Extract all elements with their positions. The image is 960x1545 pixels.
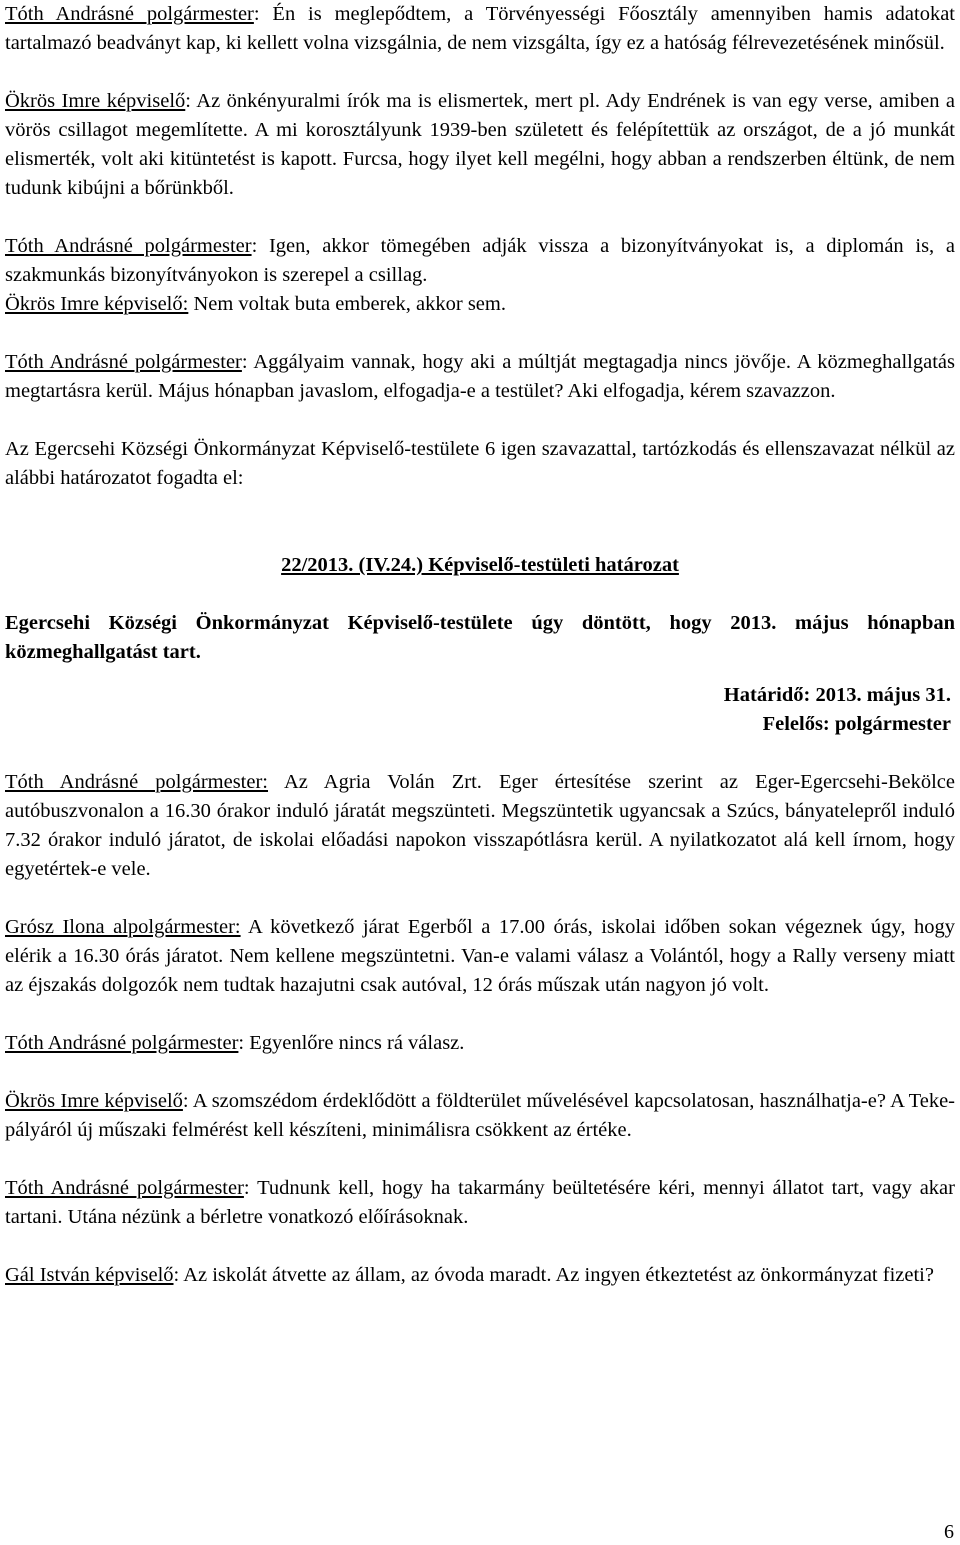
paragraph-6: Az Egercsehi Községi Önkormányzat Képviselő-testülete 6 igen szavazattal, tartózkodás és ellenszavazat nélkül az alábbi határozatot fogadta el:: [5, 438, 955, 489]
speaker-name: Tóth Andrásné polgármester:: [5, 771, 269, 793]
speaker-name: Ökrös Imre képviselő:: [5, 293, 189, 315]
paragraph-text: A következő járat Egerből a 17.00 órás, iskolai időben sokan végeznek úgy, hogy elérik a 16.30 órás járatot. Nem kellene megszüntetni. Van-e valami válasz a Volántól, hogy a Rally verseny miatt az éjszakás dolgozók nem tudtak hazajutni csak autóval, 12 órás műszak után nagyon jó volt.: [5, 916, 955, 996]
paragraph-text: : Az iskolát átvette az állam, az óvoda maradt. Az ingyen étkeztetést az önkormányzat fizeti?: [173, 1264, 934, 1286]
paragraph-text: : A szomszédom érdeklődött a földterület művelésével kapcsolatosan, használhatja-e? A Teke-pályáról új műszaki felmérést kell készíteni, minimálisra csökkent az értéke.: [5, 1090, 956, 1141]
resolution-title: 22/2013. (IV.24.) Képviselő-testületi határozat: [281, 554, 679, 576]
paragraph-text: : Az önkényuralmi írók ma is elismertek, mert pl. Ady Endrének is van egy verse, amiben a vörös csillagot megemlítette. A mi korosztályunk 1939-ben született és felépítettük az országot, de a jó munkát elismerték, volt aki kitüntetést is kapott. Furcsa, hogy ilyet kell megélni, hogy abban a rendszerben éltünk, de nem tudunk kibújni a bőrünkből.: [5, 90, 955, 199]
paragraph-12: [5, 1261, 955, 1290]
paragraph-text: Az Agria Volán Zrt. Eger értesítése szerint az Eger-Egercsehi-Bekölce autóbuszvonalon a 16.30 órakor induló járatát megszünteti. Megszüntetik ugyancsak a Szúcs, bányatelepről induló 7.32 órakor induló járatot, de iskolai előadási napokon visszapótlásra kerül. A nyilatkozatot alá kell írnom, hogy egyetértek-e vele.: [5, 771, 955, 880]
paragraph-2: [5, 87, 955, 203]
speaker-name: Ökrös Imre képviselő: [5, 90, 186, 112]
resolution-meta: [5, 681, 955, 739]
speaker-name: Tóth Andrásné polgármester: [5, 235, 252, 257]
paragraph-5: [5, 348, 955, 406]
document-page: [5, 0, 955, 1290]
speaker-name: Tóth Andrásné polgármester: [5, 351, 242, 373]
paragraph-text: : Egyenlőre nincs rá válasz.: [238, 1032, 465, 1054]
paragraph-3: [5, 232, 955, 290]
deadline: Határidő: 2013. május 31.: [723, 684, 951, 706]
paragraph-8: [5, 913, 955, 1000]
paragraph-4: [5, 290, 955, 319]
speaker-name: Ökrös Imre képviselő: [5, 1090, 183, 1112]
responsible: Felelős: polgármester: [762, 713, 951, 735]
paragraph-7: [5, 768, 955, 884]
speaker-name: Tóth Andrásné polgármester: [5, 1032, 239, 1054]
paragraph-text: : Igen, akkor tömegében adják vissza a bizonyítványokat is, a diplomán is, a szakmunkás bizonyítványokon is szerepel a csillag.: [5, 235, 955, 286]
speaker-name: Grósz Ilona alpolgármester:: [5, 916, 241, 938]
paragraph-10: [5, 1087, 955, 1145]
paragraph-text: : Aggályaim vannak, hogy aki a múltját megtagadja nincs jövője. A közmeghallgatás megtartásra kerül. Május hónapban javaslom, elfogadja-e a testület? Aki elfogadja, kérem szavazzon.: [5, 351, 955, 402]
paragraph-1: [5, 0, 955, 58]
paragraph-text: : Én is meglepődtem, a Törvényességi Főosztály amennyiben hamis adatokat tartalmazó beadványt kap, ki kellett volna vizsgálnia, de nem vizsgálta, így ez a hatóság félrevezetésének minősül.: [5, 3, 955, 54]
paragraph-9: [5, 1029, 955, 1058]
resolution-text: Egercsehi Községi Önkormányzat Képviselő-testülete úgy döntött, hogy 2013. május hónapban közmeghallgatást tart.: [5, 612, 955, 663]
speaker-name: Gál István képviselő: [5, 1264, 174, 1286]
paragraph-11: [5, 1174, 955, 1232]
speaker-name: Tóth Andrásné polgármester: [5, 3, 254, 25]
paragraph-text: Nem voltak buta emberek, akkor sem.: [188, 293, 506, 315]
page-number: 6: [944, 1521, 954, 1543]
speaker-name: Tóth Andrásné polgármester: [5, 1177, 244, 1199]
paragraph-text: : Tudnunk kell, hogy ha takarmány beültetésére kéri, mennyi állatot tart, vagy akar tartani. Utána nézünk a bérletre vonatkozó előírásoknak.: [5, 1177, 955, 1228]
